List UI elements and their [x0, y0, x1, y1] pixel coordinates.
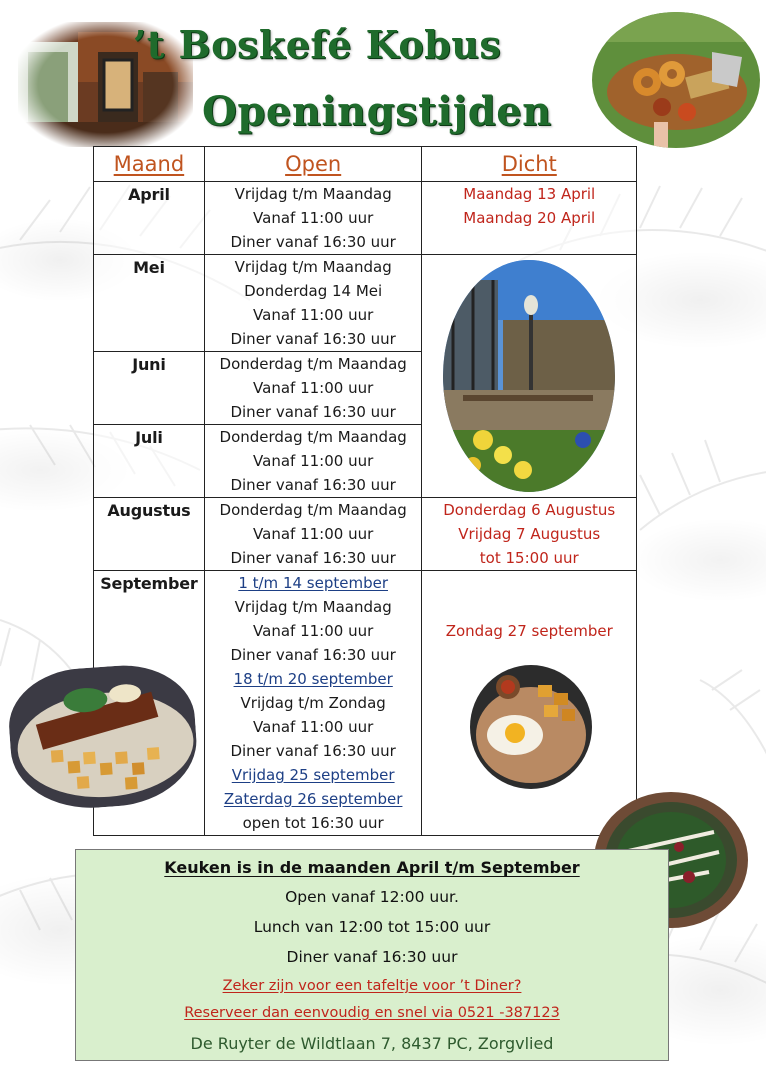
open-cell: [204, 425, 422, 498]
month-cell: Juli: [94, 425, 205, 498]
open-line: Vrijdag t/m Maandag: [234, 598, 392, 616]
month-cell: April: [94, 182, 205, 255]
reservation-phone-link[interactable]: Reserveer dan eenvoudig en snel via 0521 -387123: [184, 1005, 560, 1021]
closed-cell: [422, 182, 637, 255]
open-cell: [204, 182, 422, 255]
open-line: Donderdag 14 Mei: [244, 282, 383, 300]
open-line: open tot 16:30 uur: [242, 814, 384, 832]
open-line: Vanaf 11:00 uur: [253, 306, 374, 324]
open-line: Vanaf 11:00 uur: [253, 209, 374, 227]
header-open: Open: [204, 147, 422, 182]
kitchen-info-box: [75, 849, 669, 1061]
open-line: Diner vanaf 16:30 uur: [230, 233, 396, 251]
cafe-name-title: ’t Boskefé Kobus: [133, 22, 502, 67]
open-cell: [204, 255, 422, 352]
open-line: Vanaf 11:00 uur: [253, 452, 374, 470]
month-cell: Augustus: [94, 498, 205, 571]
open-line: Vrijdag t/m Maandag: [234, 258, 392, 276]
open-line: Diner vanaf 16:30 uur: [230, 330, 396, 348]
date-range-link: Vrijdag 25 september: [231, 766, 395, 784]
date-range-link: Zaterdag 26 september: [223, 790, 403, 808]
open-line: Diner vanaf 16:30 uur: [230, 742, 396, 760]
open-line: Donderdag t/m Maandag: [219, 501, 407, 519]
table-header-row: [94, 147, 637, 182]
open-cell: [204, 352, 422, 425]
date-range-link: 18 t/m 20 september: [233, 670, 393, 688]
kitchen-heading: Keuken is in de maanden April t/m September: [164, 858, 580, 877]
egg-dish-photo: [470, 665, 592, 789]
open-line: Donderdag t/m Maandag: [219, 355, 407, 373]
month-cell: September: [94, 571, 205, 836]
month-cell: Mei: [94, 255, 205, 352]
terrace-garden-photo: [443, 260, 615, 492]
address-text: De Ruyter de Wildtlaan 7, 8437 PC, Zorgvlied: [190, 1034, 554, 1053]
closed-cell: [422, 571, 637, 836]
open-line: Diner vanaf 16:30 uur: [230, 646, 396, 664]
closed-cell: [422, 498, 637, 571]
open-line: Vanaf 11:00 uur: [253, 718, 374, 736]
reservation-question: Zeker zijn voor een tafeltje voor ’t Diner?: [222, 978, 522, 994]
open-line: Vrijdag t/m Zondag: [240, 694, 386, 712]
table-row: [94, 255, 637, 352]
open-cell: [204, 498, 422, 571]
closed-line: Maandag 13 April: [463, 185, 596, 203]
closed-line: Donderdag 6 Augustus: [443, 501, 616, 519]
header-month: Maand: [94, 147, 205, 182]
table-row: [94, 498, 637, 571]
snack-platter-photo: [592, 12, 760, 148]
open-line: Vanaf 11:00 uur: [253, 622, 374, 640]
closed-line: Zondag 27 september: [445, 622, 613, 640]
open-line: Diner vanaf 16:30 uur: [230, 549, 396, 567]
kitchen-open-time: Open vanaf 12:00 uur.: [285, 888, 459, 906]
open-line: Diner vanaf 16:30 uur: [230, 476, 396, 494]
closed-cell-photo: [422, 255, 637, 498]
closed-line: Maandag 20 April: [463, 209, 596, 227]
closed-line: Vrijdag 7 Augustus: [458, 525, 601, 543]
open-line: Vanaf 11:00 uur: [253, 379, 374, 397]
open-line: Diner vanaf 16:30 uur: [230, 403, 396, 421]
month-cell: Juni: [94, 352, 205, 425]
open-line: Vrijdag t/m Maandag: [234, 185, 392, 203]
open-cell: [204, 571, 422, 836]
table-row: [94, 182, 637, 255]
kitchen-dinner-time: Diner vanaf 16:30 uur: [286, 948, 458, 966]
opening-hours-title: Openingstijden: [202, 88, 552, 135]
date-range-link: 1 t/m 14 september: [238, 574, 388, 592]
kitchen-lunch-time: Lunch van 12:00 tot 15:00 uur: [253, 918, 491, 936]
open-line: Vanaf 11:00 uur: [253, 525, 374, 543]
open-line: Donderdag t/m Maandag: [219, 428, 407, 446]
closed-line: tot 15:00 uur: [479, 549, 579, 567]
header-closed: Dicht: [422, 147, 637, 182]
